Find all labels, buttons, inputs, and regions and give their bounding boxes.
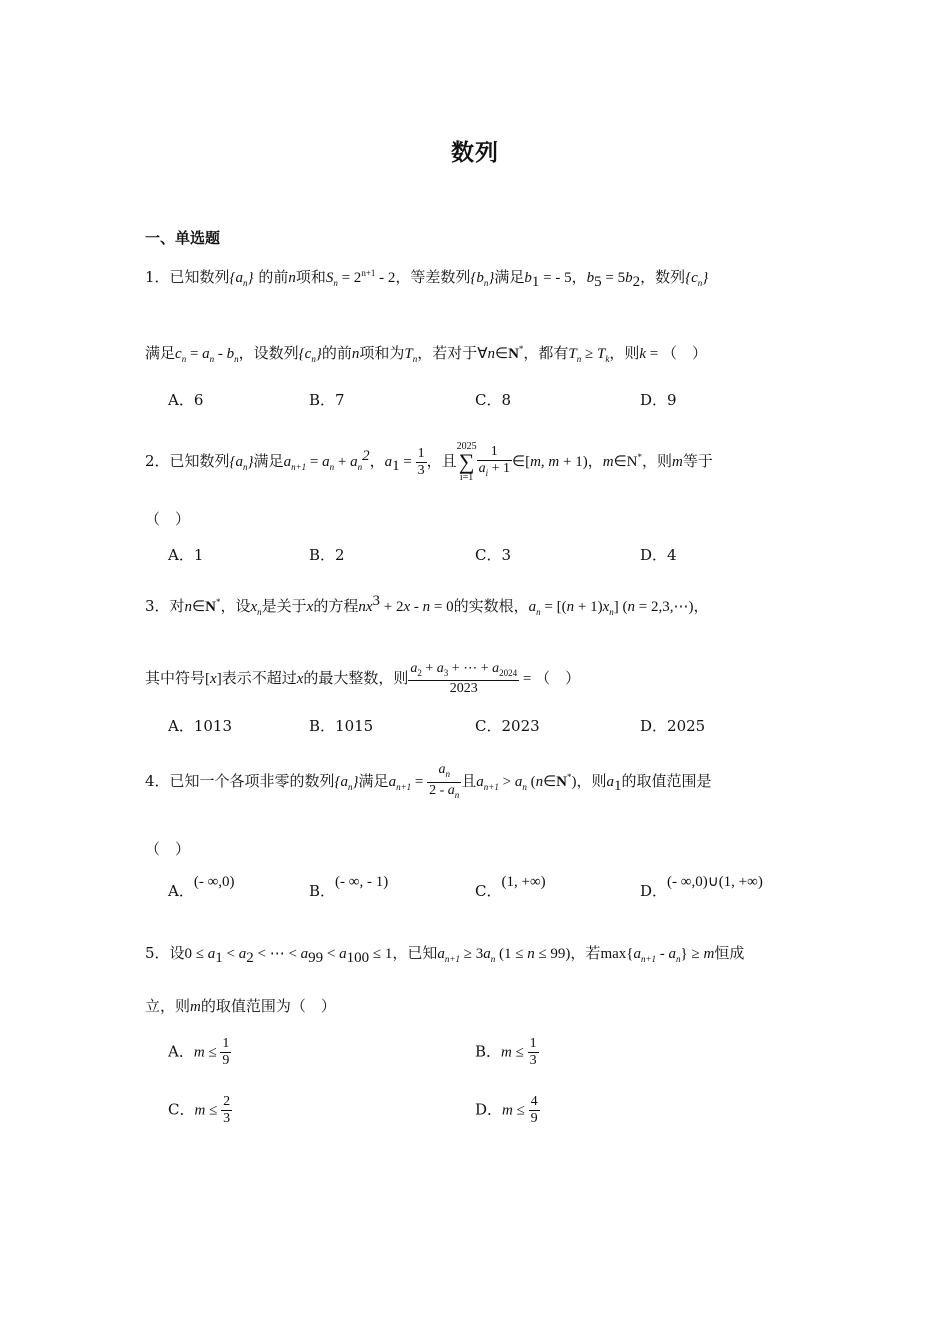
question-1-option-d: D．9: [640, 391, 677, 409]
question-4-option-d: D．(- ∞,0)∪(1, +∞): [640, 874, 763, 900]
question-5-option-c: C．m ≤ $\frac{2}{3}$: [168, 1094, 231, 1126]
question-5-line-1: 5．设$0 \le a_1 < a_2$ < ⋯ < $a_{99} < a_{100} \le 1$，已知$a_{n+1} \ge 3a_n$ (1 ≤ n ≤ 99)，若$\max\{a_{n+1} - a_n\} \ge m$恒成: [145, 944, 745, 966]
question-4-line-2: （ ）: [145, 840, 191, 858]
page-title: 数列: [451, 139, 499, 166]
section-heading: 一、单选题: [145, 229, 221, 247]
question-2-option-c: C．3: [475, 546, 512, 564]
question-2-option-a: A．1: [168, 546, 204, 564]
question-1-line-1: 1．已知数列$\{a_n\}$ 的前n项和$S_n = 2^{n+1} - 2$，等差数列$\{b_n\}$满足$b_1$ = - 5，$b_5 = 5b_2$，数列$\{c_n\}$: [145, 268, 709, 290]
question-2-line-2: （ ）: [145, 510, 191, 528]
question-3-line-1: 3．对n∈N*，设$x_n$是关于x的方程$nx^3 + 2x - n = 0$的实数根，$a_n = [(n + 1)x_n] (n$ = 2,3,⋯)，: [145, 593, 709, 617]
question-4-option-c: C．(1, +∞): [475, 874, 546, 900]
question-3-option-d: D．2025: [640, 717, 706, 735]
question-4-option-b: B．(- ∞, - 1): [309, 874, 389, 900]
question-3-option-c: C．2023: [475, 717, 540, 735]
question-1-option-b: B．7: [309, 391, 345, 409]
question-5-option-d: D．m ≤ $\frac{4}{9}$: [475, 1094, 538, 1126]
question-1-option-a: A．6: [168, 391, 204, 409]
question-4-option-a: A．(- ∞,0): [168, 874, 235, 900]
question-5-option-b: B．m ≤ $\frac{1}{3}$: [475, 1036, 537, 1068]
question-5-line-2: 立，则m的取值范围为（ ）: [145, 997, 336, 1015]
question-2-option-b: B．2: [309, 546, 345, 564]
question-1-option-c: C．8: [475, 391, 512, 409]
question-1-line-2: 满足$c_n = a_n - b_n$，设数列$\{c_n\}$的前n项和为$T_n$，若对于∀n∈N*，都有$T_n \ge T_k$，则k = （ ）: [145, 344, 708, 364]
question-2-option-d: D．4: [640, 546, 677, 564]
question-2-line-1: 2．已知数列$\{a_n\}$满足$a_{n+1} = a_n + a_n^2$，$a_1$ = $\frac{1}{3}$ ，且 2025 ∑ i=1 $\frac{1}{a_i + 1}$ ∈[m, m + 1)，m∈N*，则m等于: [145, 441, 713, 483]
question-3-option-b: B．1015: [309, 717, 374, 735]
question-5-option-a: A．m ≤ $\frac{1}{9}$: [168, 1036, 230, 1068]
question-3-option-a: A．1013: [168, 717, 233, 735]
question-3-line-2: 其中符号[x]表示不超过x的最大整数，则 $\frac{a_2 + a_3 + \cdots + a_{2024}}{2023}$ = （ ）: [145, 660, 581, 697]
question-4-line-1: 4．已知一个各项非零的数列$\{a_n\}$满足$a_{n+1}$ = $\frac{a_n}{2 - a_n}$ 且$a_{n+1} > a_n$ (n∈N*)，则$a_1$的取值范围是: [145, 761, 712, 800]
